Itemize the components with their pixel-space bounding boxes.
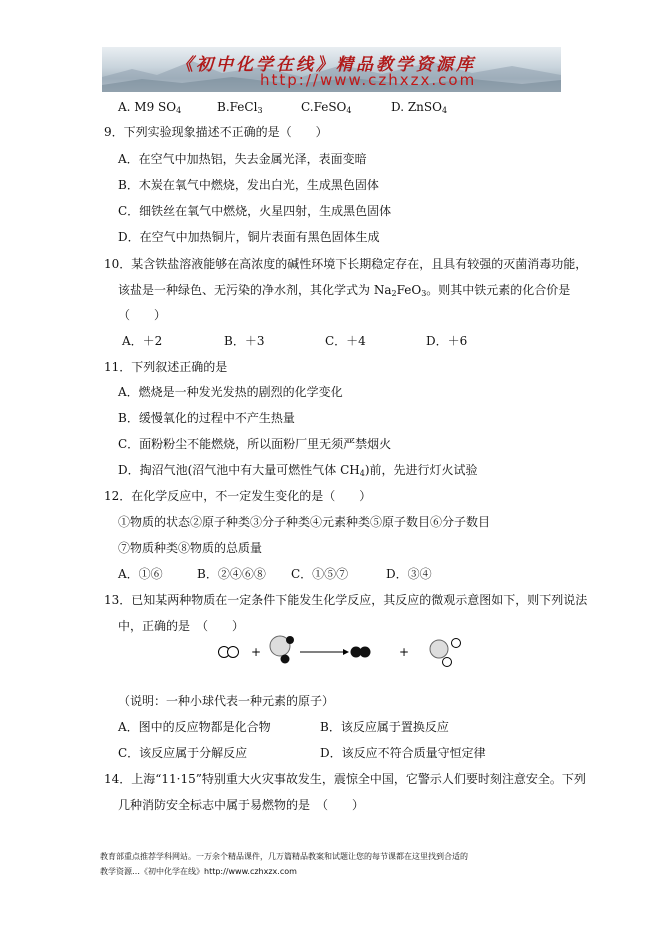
molecule-reaction-svg [210, 634, 480, 670]
question-10-stem-line2: 该盐是一种绿色、无污染的净水剂，其化学式为 $Na_2FeO_3$。则其中铁元素的化合价是 [118, 283, 571, 298]
option-a: A. M9 $SO_4$ [118, 100, 182, 115]
question-13-note: （说明：一种小球代表一种元素的原子） [118, 694, 335, 708]
question-12-stem: 12．在化学反应中，不一定发生变化的是（ ） [104, 489, 372, 503]
question-13-option-b: B．该反应属于置换反应 [320, 720, 449, 734]
question-12-option-c: C．①⑤⑦ [291, 567, 349, 581]
reactant-1-molecule [219, 647, 239, 658]
reactant-2-molecule [270, 636, 294, 664]
product-2-molecule [430, 639, 461, 667]
reaction-diagram [210, 634, 480, 670]
question-11-stem: 11．下列叙述正确的是 [104, 360, 228, 374]
question-11-option-d: D．掏沼气池(沼气池中有大量可燃性气体 $CH_4$)前，先进行灯火试验 [118, 463, 478, 478]
question-12-items-line2: ⑦物质种类⑧物质的总质量 [118, 541, 263, 555]
product-1-molecule [351, 647, 371, 658]
question-9-option-a: A．在空气中加热铝，失去金属光泽，表面变暗 [118, 152, 367, 166]
question-13-stem-line2: 中，正确的是 （ ） [118, 619, 245, 633]
question-9-option-d: D．在空气中加热铜片，铜片表面有黑色固体生成 [118, 230, 380, 244]
footer-line1: 教育部重点推荐学科网站。一万余个精品课件，几万篇精品教案和试题让您的每节课都在这里找到合适的 [100, 852, 468, 861]
question-12-option-d: D．③④ [386, 567, 432, 581]
question-11-option-a: A．燃烧是一种发光发热的剧烈的化学变化 [118, 385, 343, 399]
header-banner [102, 47, 561, 92]
plus-sign-1: + [251, 645, 262, 659]
banner-title: 《初中化学在线》精品教学资源库 [176, 55, 476, 75]
question-11-option-b: B．缓慢氧化的过程中不产生热量 [118, 411, 295, 425]
question-11-option-c: C．面粉粉尘不能燃烧，所以面粉厂里无须严禁烟火 [118, 437, 392, 451]
option-b: B.FeCl$_3$ [217, 100, 263, 115]
question-14-stem-line1: 14．上海“11·15”特别重大火灾事故发生，震惊全中国，它警示人们要时刻注意安全。下列 [104, 772, 586, 786]
question-12-items-line1: ①物质的状态②原子种类③分子种类④元素种类⑤原子数目⑥分子数目 [118, 515, 491, 529]
question-10-option-d: D．＋6 [426, 334, 468, 348]
footer-line2: 教学资源…《初中化学在线》http://www.czhxzx.com [100, 867, 297, 876]
plus-sign-2: + [399, 645, 410, 659]
question-9-option-b: B．木炭在氧气中燃烧，发出白光，生成黑色固体 [118, 178, 379, 192]
question-13-option-a: A．图中的反应物都是化合物 [118, 720, 271, 734]
question-14-stem-line2: 几种消防安全标志中属于易燃物的是 （ ） [118, 798, 365, 812]
question-9-stem: 9．下列实验现象描述不正确的是（ ） [104, 125, 328, 139]
question-13-stem-line1: 13．已知某两种物质在一定条件下能发生化学反应，其反应的微观示意图如下，则下列说法 [104, 593, 588, 607]
question-10-stem-line1: 10．某含铁盐溶液能够在高浓度的碱性环境下长期稳定存在，且具有较强的灭菌消毒功能， [104, 257, 588, 271]
question-13-option-d: D．该反应不符合质量守恒定律 [320, 746, 486, 760]
reaction-arrow [300, 649, 349, 655]
question-10-option-b: B．＋3 [224, 334, 265, 348]
question-12-option-a: A．①⑥ [118, 567, 163, 581]
question-9-option-c: C．细铁丝在氧气中燃烧，火星四射，生成黑色固体 [118, 204, 392, 218]
banner-url[interactable]: http://www.czhxzx.com [260, 71, 477, 89]
question-10-answer-blank: （ ） [118, 308, 167, 322]
question-10-option-c: C．＋4 [325, 334, 366, 348]
question-13-option-c: C．该反应属于分解反应 [118, 746, 248, 760]
option-d: D. ZnSO$_4$ [391, 100, 448, 115]
option-c: C.FeSO$_4$ [301, 100, 352, 115]
question-12-option-b: B．②④⑥⑧ [197, 567, 266, 581]
question-10-option-a: A．＋2 [122, 334, 163, 348]
